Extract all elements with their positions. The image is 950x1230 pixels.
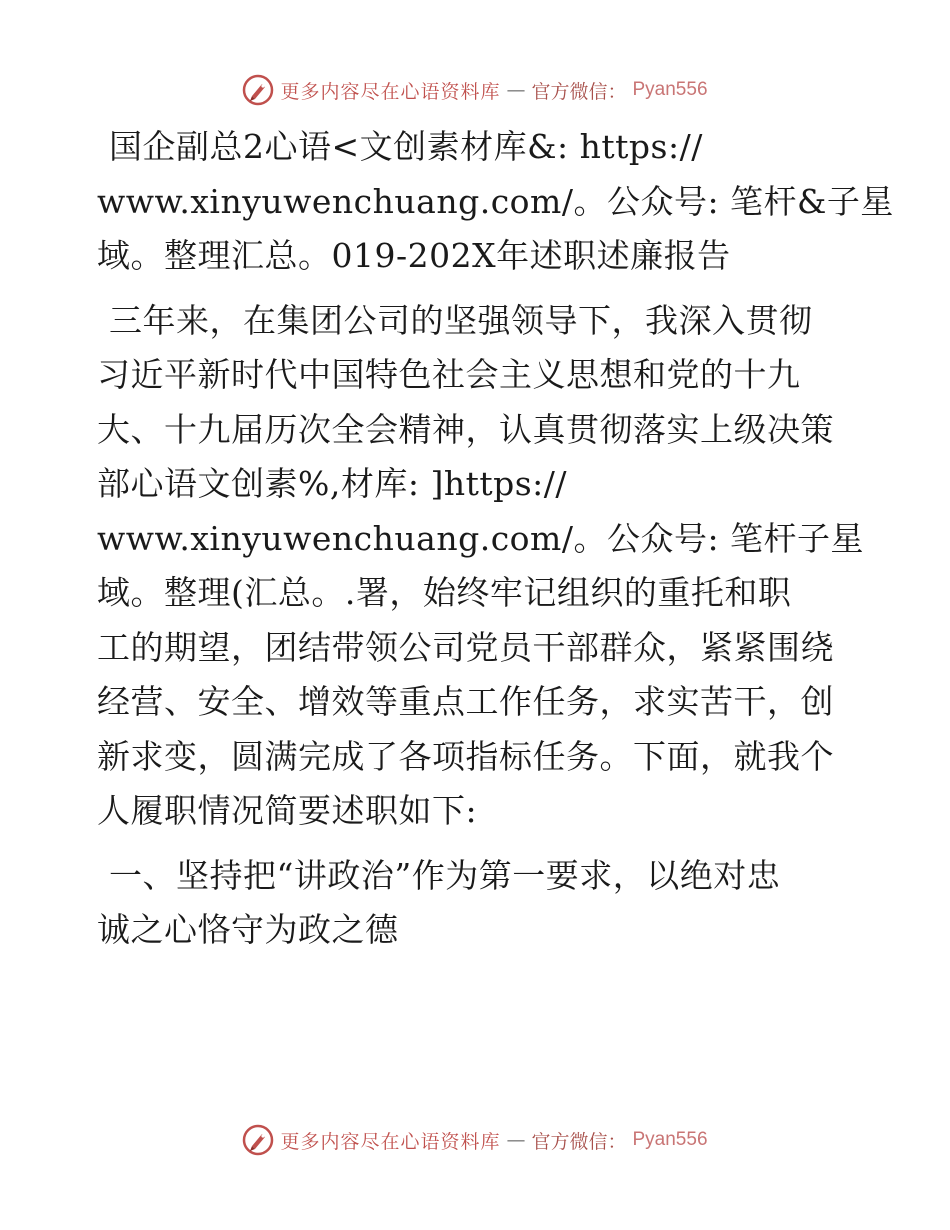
banner-main-text: 更多内容尽在心语资料库 [280,80,501,103]
text-line: 经营、安全、增效等重点工作任务，求实苦干，创 [97,682,834,721]
fountain-pen-logo-icon [242,1124,274,1156]
text-line: 国企副总2心语<文创素材库&: https:// [109,127,703,166]
text-line: 大、十九届历次全会精神，认真贯彻落实上级决策 [97,409,834,449]
footer-banner [0,1124,950,1156]
text-line: 习近平新时代中国特色社会主义思想和党的十九 [97,355,801,394]
banner-wechat-label: 官方微信： [531,1130,627,1153]
banner-main-text: 更多内容尽在心语资料库 [280,1130,501,1153]
header-banner [0,74,950,106]
text-line: 域。整理(汇总。.署，始终牢记组织的重托和职 [97,573,792,612]
text-line: 一、坚持把“讲政治”作为第一要求，以绝对忠 [109,855,781,895]
text-line: 部心语文创素%,材库: ]https:// [97,464,568,503]
text-line: 诚之心恪守为政之德 [97,910,399,949]
paragraph-section-heading [97,849,857,958]
text-line: 新求变，圆满完成了各项指标任务。下面，就我个 [97,736,834,776]
banner-separator: — [506,1129,526,1151]
paragraph-title [97,120,894,284]
text-line: 域。整理汇总。019-202X年述职述廉报告 [97,236,731,275]
text-line: www.xinyuwenchuang.com/。公众号: 笔杆&子星 [97,181,894,221]
text-line: 三年来，在集团公司的坚强领导下，我深入贯彻 [109,300,813,340]
banner-wechat-label: 官方微信： [531,80,627,103]
banner-wechat-id: Pyan556 [632,79,708,100]
banner-separator: — [506,79,526,101]
text-line: www.xinyuwenchuang.com/。公众号: 笔杆子星 [97,518,865,558]
paragraph-intro [97,294,865,839]
text-line: 工的期望，团结带领公司党员干部群众，紧紧围绕 [97,627,834,667]
text-line: 人履职情况简要述职如下: [97,791,478,830]
fountain-pen-logo-icon [242,74,274,106]
banner-wechat-id: Pyan556 [632,1129,708,1150]
document-body [97,120,894,958]
